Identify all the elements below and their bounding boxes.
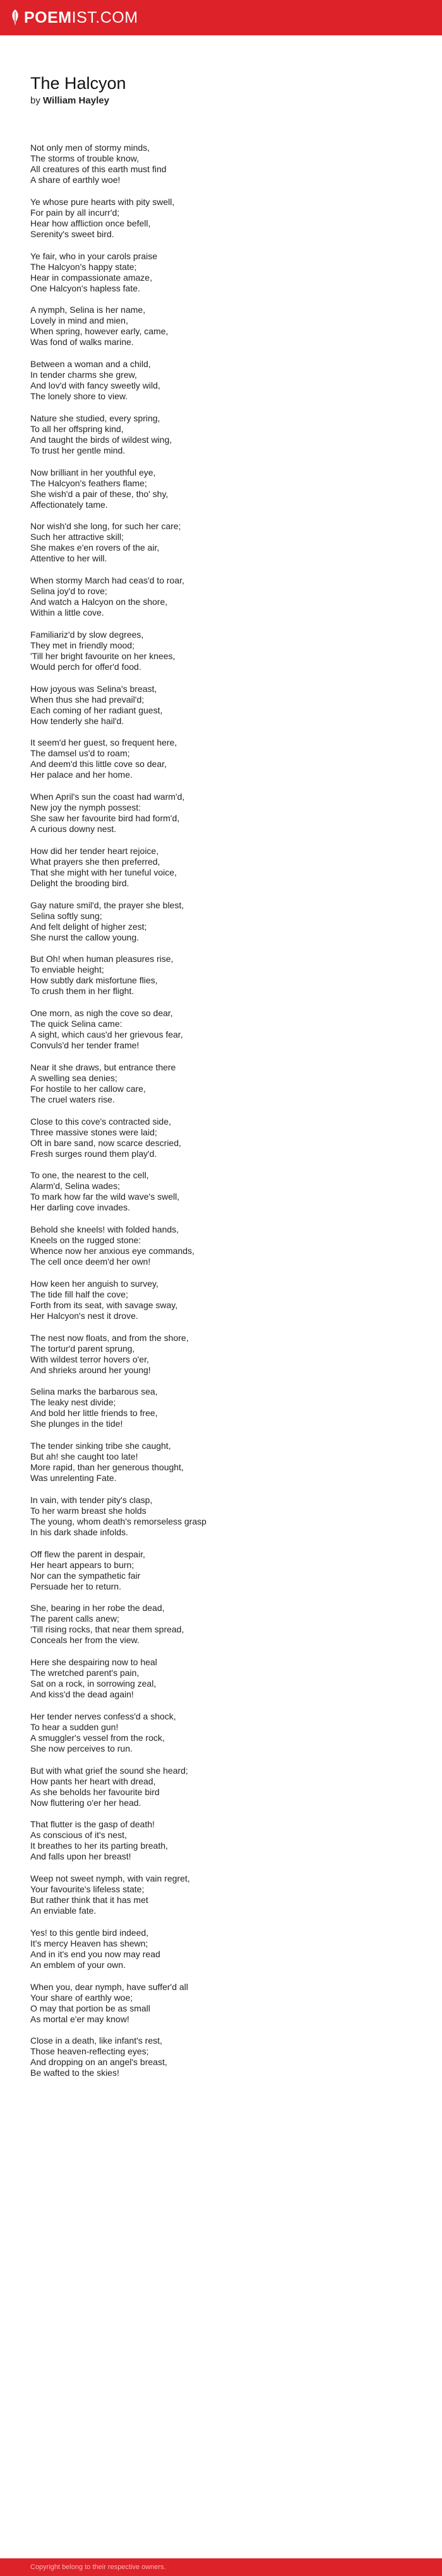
stanza	[30, 1170, 409, 1213]
poem-line: When you, dear nymph, have suffer'd all	[30, 1981, 188, 1992]
logo-text-bold: POEM	[24, 8, 72, 26]
poem-line: How keen her anguish to survey,	[30, 1278, 158, 1289]
poem-line: When April's sun the coast had warm'd,	[30, 792, 185, 802]
poem-line: The damsel us'd to roam;	[30, 748, 130, 759]
poem-line: And kiss'd the dead again!	[30, 1689, 134, 1699]
poem-line: Kneels on the rugged stone:	[30, 1235, 141, 1245]
poem-line: As conscious of it's nest,	[30, 1830, 127, 1841]
poem-line: She plunges in the tide!	[30, 1419, 123, 1429]
stanza	[30, 1928, 409, 1970]
poem-line: To enviable height;	[30, 964, 104, 975]
poem-line: More rapid, than her generous thought,	[30, 1462, 184, 1472]
poem-line: The cruel waters rise.	[30, 1094, 115, 1104]
poem-line: Her darling cove invades.	[30, 1202, 130, 1213]
poem-line: She makes e'en rovers of the air,	[30, 542, 160, 553]
poem-line: To trust her gentle mind.	[30, 445, 126, 455]
poem-line: How did her tender heart rejoice,	[30, 845, 159, 856]
poem-line: Nor can the sympathetic fair	[30, 1570, 141, 1581]
poem-line: The parent calls anew;	[30, 1613, 119, 1624]
poem-line: Serenity's sweet bird.	[30, 228, 114, 239]
poem-line: The young, whom death's remorseless grasp	[30, 1516, 206, 1526]
poem-line: She, bearing in her robe the dead,	[30, 1603, 165, 1613]
poem-line: The Halcyon's happy state;	[30, 261, 137, 272]
stanza	[30, 1495, 409, 1538]
poem-line: Attentive to her will.	[30, 553, 107, 564]
poem-body	[30, 143, 409, 2078]
stanza	[30, 521, 409, 564]
poem-line: The storms of trouble know,	[30, 153, 139, 163]
poem-line: Hear in compassionate amaze,	[30, 272, 152, 283]
poem-line: Nor wish'd she long, for such her care;	[30, 521, 181, 532]
poem-line: A nymph, Selina is her name,	[30, 305, 146, 315]
poem-line: How pants her heart with dread,	[30, 1776, 156, 1786]
poem-line: How tenderly she hail'd.	[30, 715, 124, 726]
stanza	[30, 1116, 409, 1159]
poem-line: And taught the birds of wildest wing,	[30, 434, 172, 445]
poem-line: As mortal e'er may know!	[30, 2013, 129, 2024]
poem-line: But rather think that it has met	[30, 1895, 148, 1905]
poem-line: The lonely shore to view.	[30, 391, 128, 401]
poem-line: And watch a Halcyon on the shore,	[30, 597, 168, 607]
poem-line: The tide fill half the cove;	[30, 1289, 128, 1299]
stanza	[30, 305, 409, 348]
stanza	[30, 1982, 409, 2025]
poem-line: Selina softly sung;	[30, 910, 102, 921]
poem-line: Her palace and her home.	[30, 770, 133, 780]
feather-pen-icon	[10, 9, 20, 26]
poem-line: Selina marks the barbarous sea,	[30, 1386, 158, 1397]
stanza	[30, 197, 409, 240]
poem-line: To hear a sudden gun!	[30, 1721, 119, 1732]
stanza	[30, 1765, 409, 1808]
stanza	[30, 684, 409, 727]
poem-line: Such her attractive skill;	[30, 532, 124, 542]
poem-line: The wretched parent's pain,	[30, 1668, 140, 1678]
poem-line: The cell once deem'd her own!	[30, 1256, 151, 1267]
poem-line: A share of earthly woe!	[30, 175, 121, 185]
poem-line: The Halcyon's feathers flame;	[30, 477, 147, 488]
poem-line: Ye fair, who in your carols praise	[30, 250, 158, 261]
poem-line: Fresh surges round them play'd.	[30, 1148, 157, 1159]
poem-line: And bold her little friends to free,	[30, 1408, 158, 1419]
poem-line: Selina joy'd to rove;	[30, 586, 107, 596]
poem-line: In his dark shade infolds.	[30, 1526, 128, 1537]
stanza	[30, 143, 409, 185]
poem-line: O may that portion be as small	[30, 2003, 150, 2013]
poem-line: How joyous was Selina's breast,	[30, 683, 157, 694]
stanza	[30, 1441, 409, 1484]
poem-line: Nature she studied, every spring,	[30, 413, 160, 423]
poem-line: Affectionately tame.	[30, 499, 108, 510]
poem-line: She nurst the callow young.	[30, 932, 139, 942]
poem-line: In tender charms she grew,	[30, 370, 137, 380]
poem-line: Her Halcyon's nest it drove.	[30, 1310, 138, 1321]
poem-line: The nest now floats, and from the shore,	[30, 1332, 189, 1343]
stanza	[30, 1873, 409, 1916]
poem-line: And felt delight of higher zest;	[30, 921, 147, 932]
poem-line: But with what grief the sound she heard;	[30, 1765, 188, 1776]
logo-text-light: IST.COM	[71, 8, 138, 26]
poem-line: What prayers she then preferred,	[30, 856, 160, 867]
poem-line: Between a woman and a child,	[30, 359, 151, 369]
poem-line: To all her offspring kind,	[30, 423, 124, 434]
poem-line: And dropping on an angel's breast,	[30, 2057, 167, 2068]
poem-line: Whence now her anxious eye commands,	[30, 1246, 194, 1256]
poem-line: An emblem of your own.	[30, 1959, 126, 1970]
poem-line: 'Till rising rocks, that near them spread,	[30, 1624, 184, 1635]
poem-line: And lov'd with fancy sweetly wild,	[30, 380, 160, 390]
poem-line: But Oh! when human pleasures rise,	[30, 954, 174, 964]
poem-line: That she might with her tuneful voice,	[30, 867, 177, 877]
poem-line: In vain, with tender pity's clasp,	[30, 1494, 153, 1505]
stanza	[30, 792, 409, 834]
poem-line: Behold she kneels! with folded hands,	[30, 1224, 179, 1234]
poem-line: A smuggler's vessel from the rock,	[30, 1732, 165, 1743]
stanza	[30, 954, 409, 997]
poem-line: 'Till her bright favourite on her knees,	[30, 650, 176, 661]
poem-line: An enviable fate.	[30, 1906, 97, 1916]
poem-line: Ye whose pure hearts with pity swell,	[30, 196, 175, 207]
poem-line: Not only men of stormy minds,	[30, 143, 150, 153]
stanza	[30, 1819, 409, 1862]
poem-line: The tortur'd parent sprung,	[30, 1343, 135, 1354]
poem-line: And in it's end you now may read	[30, 1948, 160, 1959]
stanza	[30, 2035, 409, 2078]
poem-line: Forth from its seat, with savage sway,	[30, 1299, 178, 1310]
stanza	[30, 737, 409, 780]
stanza	[30, 846, 409, 889]
poem-line: Would perch for offer'd food.	[30, 661, 141, 672]
poem-line: It's mercy Heaven has shewn;	[30, 1938, 148, 1948]
poem-line: Her tender nerves confess'd a shock,	[30, 1711, 176, 1721]
copyright-text: Copyright belong to their respective owners.	[30, 2563, 166, 2571]
poem-line: When thus she had prevail'd;	[30, 694, 145, 705]
poem-line: It seem'd her guest, so frequent here,	[30, 737, 177, 748]
poem-line: A sight, which caus'd her grievous fear,	[30, 1029, 183, 1039]
poem-line: Alarm'd, Selina wades;	[30, 1181, 120, 1191]
poem-title: The Halcyon	[30, 74, 126, 93]
stanza	[30, 467, 409, 510]
poem-line: Lovely in mind and mien,	[30, 315, 128, 326]
poem-line: Persuade her to return.	[30, 1581, 121, 1591]
poem-line: The quick Selina came:	[30, 1019, 122, 1029]
stanza	[30, 413, 409, 456]
poem-line: The leaky nest divide;	[30, 1397, 116, 1408]
poem-line: It breathes to her its parting breath,	[30, 1841, 168, 1851]
stanza	[30, 251, 409, 294]
poem-line: Within a little cove.	[30, 607, 104, 618]
stanza	[30, 1062, 409, 1105]
poem-line: They met in friendly mood;	[30, 640, 134, 650]
poem-line: Those heaven-reflecting eyes;	[30, 2046, 149, 2057]
stanza	[30, 1333, 409, 1376]
poem-line: Delight the brooding bird.	[30, 877, 129, 888]
poem-line: Now brilliant in her youthful eye,	[30, 467, 156, 477]
poem-line: For pain by all incurr'd;	[30, 207, 120, 218]
poem-line: Was fond of walks marine.	[30, 337, 134, 348]
poem-line: When stormy March had ceas'd to roar,	[30, 575, 184, 585]
poem-line: Off flew the parent in despair,	[30, 1549, 145, 1559]
poem-line: Your favourite's lifeless state;	[30, 1884, 145, 1894]
poem-line: All creatures of this earth must find	[30, 164, 167, 174]
poem-line: Yes! to this gentle bird indeed,	[30, 1927, 149, 1938]
poem-line: Close in a death, like infant's rest,	[30, 2035, 162, 2046]
stanza	[30, 1008, 409, 1051]
stanza	[30, 629, 409, 672]
poem-line: Be wafted to the skies!	[30, 2068, 119, 2078]
poem-line: But ah! she caught too late!	[30, 1451, 138, 1461]
by-label: by	[30, 95, 40, 106]
poem-line: How subtly dark misfortune flies,	[30, 975, 158, 986]
poem-container	[0, 35, 409, 2078]
poem-line: A swelling sea denies;	[30, 1072, 117, 1083]
poem-line: She saw her favourite bird had form'd,	[30, 813, 180, 823]
poem-line: Conceals her from the view.	[30, 1635, 140, 1646]
poem-line: Oft in bare sand, now scarce descried,	[30, 1137, 181, 1148]
poem-line: New joy the nymph possest:	[30, 802, 141, 812]
stanza	[30, 900, 409, 943]
poem-line: Was unrelenting Fate.	[30, 1473, 117, 1483]
poem-line: When spring, however early, came,	[30, 326, 169, 337]
poem-line: To crush them in her flight.	[30, 986, 134, 997]
poem-line: And shrieks around her young!	[30, 1364, 151, 1375]
poem-line: A curious downy nest.	[30, 824, 117, 834]
poem-line: Gay nature smil'd, the prayer she blest,	[30, 899, 184, 910]
stanza	[30, 1711, 409, 1754]
poem-line: Sat on a rock, in sorrowing zeal,	[30, 1678, 157, 1689]
poem-line: Her heart appears to burn;	[30, 1559, 134, 1570]
poem-line: For hostile to her callow care,	[30, 1083, 146, 1094]
poem-line: And deem'd this little cove so dear,	[30, 759, 167, 770]
poem-line: Each coming of her radiant guest,	[30, 705, 163, 715]
poem-line: She now perceives to run.	[30, 1743, 133, 1753]
stanza	[30, 359, 409, 402]
poem-line: Convuls'd her tender frame!	[30, 1040, 140, 1050]
poem-line: As she beholds her favourite bird	[30, 1786, 160, 1797]
poem-line: Near it she draws, but entrance there	[30, 1062, 176, 1072]
poem-line: Close to this cove's contracted side,	[30, 1116, 171, 1127]
site-header	[0, 0, 442, 35]
poem-line: With wildest terror hovers o'er,	[30, 1354, 149, 1364]
poem-line: Your share of earthly woe;	[30, 1992, 133, 2003]
stanza	[30, 1386, 409, 1429]
poem-line: And falls upon her breast!	[30, 1851, 131, 1862]
poem-line: Hear how affliction once befell,	[30, 218, 151, 228]
poem-line: The tender sinking tribe she caught,	[30, 1441, 171, 1451]
poem-line: One morn, as nigh the cove so dear,	[30, 1008, 173, 1018]
poem-line: To her warm breast she holds	[30, 1505, 146, 1516]
stanza	[30, 1224, 409, 1267]
poem-line: That flutter is the gasp of death!	[30, 1819, 155, 1830]
stanza	[30, 1603, 409, 1646]
stanza	[30, 1657, 409, 1700]
poem-line: One Halcyon's hapless fate.	[30, 283, 140, 293]
poem-line: To mark how far the wild wave's swell,	[30, 1191, 180, 1202]
poem-line: Familiariz'd by slow degrees,	[30, 629, 144, 640]
stanza	[30, 575, 409, 618]
author-link[interactable]: William Hayley	[43, 95, 109, 106]
poem-line: Here she despairing now to heal	[30, 1657, 157, 1667]
byline	[30, 95, 409, 107]
poem-line: Three massive stones were laid;	[30, 1127, 157, 1137]
site-logo[interactable]	[10, 9, 138, 26]
poem-line: She wish'd a pair of these, tho' shy,	[30, 488, 169, 499]
stanza	[30, 1549, 409, 1592]
stanza	[30, 1279, 409, 1321]
poem-line: To one, the nearest to the cell,	[30, 1170, 149, 1181]
site-footer	[0, 2558, 442, 2576]
poem-line: Weep not sweet nymph, with vain regret,	[30, 1873, 190, 1883]
poem-line: Now fluttering o'er her head.	[30, 1797, 141, 1808]
